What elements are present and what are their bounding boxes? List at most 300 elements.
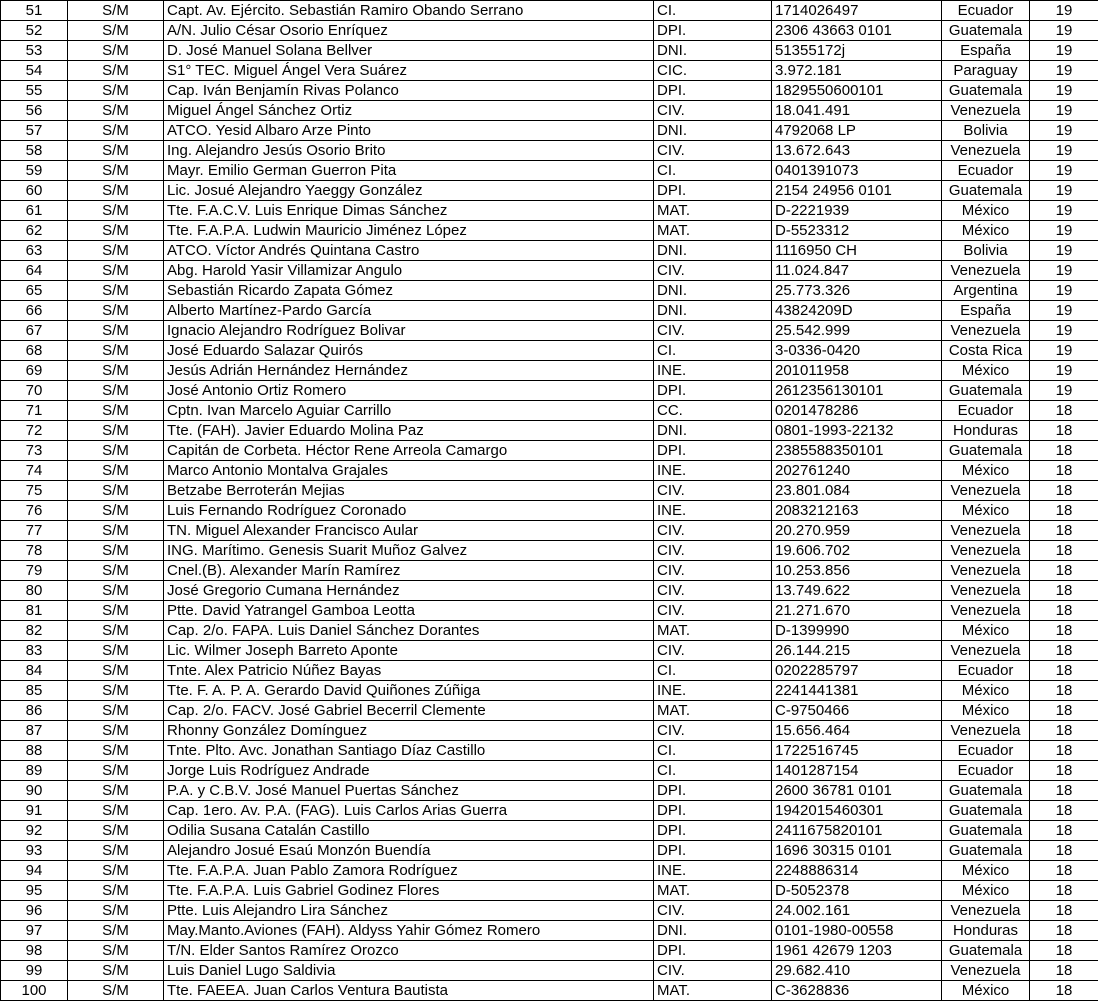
score-cell: 18 xyxy=(1030,521,1098,541)
country-cell: México xyxy=(942,221,1030,241)
code-cell: S/M xyxy=(68,861,164,881)
country-cell: México xyxy=(942,681,1030,701)
country-cell: Guatemala xyxy=(942,781,1030,801)
table-row xyxy=(1,421,1098,441)
table-row xyxy=(1,441,1098,461)
table-row xyxy=(1,201,1098,221)
document-type-cell: CIV. xyxy=(654,601,772,621)
score-cell: 18 xyxy=(1030,481,1098,501)
code-cell: S/M xyxy=(68,761,164,781)
code-cell: S/M xyxy=(68,561,164,581)
code-cell: S/M xyxy=(68,661,164,681)
code-cell: S/M xyxy=(68,501,164,521)
country-cell: Venezuela xyxy=(942,601,1030,621)
document-type-cell: DPI. xyxy=(654,841,772,861)
table-row xyxy=(1,741,1098,761)
document-number-cell: 2083212163 xyxy=(772,501,942,521)
document-number-cell: 19.606.702 xyxy=(772,541,942,561)
row-number-cell: 77 xyxy=(1,521,68,541)
document-number-cell: 2411675820101 xyxy=(772,821,942,841)
document-number-cell: 4792068 LP xyxy=(772,121,942,141)
code-cell: S/M xyxy=(68,521,164,541)
row-number-cell: 70 xyxy=(1,381,68,401)
row-number-cell: 84 xyxy=(1,661,68,681)
score-cell: 19 xyxy=(1030,201,1098,221)
country-cell: México xyxy=(942,201,1030,221)
participant-name-cell: José Eduardo Salazar Quirós xyxy=(164,341,654,361)
row-number-cell: 81 xyxy=(1,601,68,621)
table-row xyxy=(1,181,1098,201)
document-number-cell: 3-0336-0420 xyxy=(772,341,942,361)
country-cell: Venezuela xyxy=(942,721,1030,741)
participant-name-cell: Tnte. Plto. Avc. Jonathan Santiago Díaz Castillo xyxy=(164,741,654,761)
score-cell: 18 xyxy=(1030,801,1098,821)
table-row xyxy=(1,581,1098,601)
participant-name-cell: May.Manto.Aviones (FAH). Aldyss Yahir Gómez Romero xyxy=(164,921,654,941)
row-number-cell: 59 xyxy=(1,161,68,181)
row-number-cell: 58 xyxy=(1,141,68,161)
country-cell: Ecuador xyxy=(942,1,1030,21)
participant-name-cell: Cap. 2/o. FACV. José Gabriel Becerril Clemente xyxy=(164,701,654,721)
score-cell: 19 xyxy=(1030,221,1098,241)
document-number-cell: 13.749.622 xyxy=(772,581,942,601)
row-number-cell: 76 xyxy=(1,501,68,521)
table-row xyxy=(1,701,1098,721)
score-cell: 19 xyxy=(1030,181,1098,201)
score-cell: 18 xyxy=(1030,921,1098,941)
document-type-cell: MAT. xyxy=(654,981,772,1001)
participant-name-cell: Capitán de Corbeta. Héctor Rene Arreola Camargo xyxy=(164,441,654,461)
document-type-cell: CIV. xyxy=(654,721,772,741)
document-type-cell: DPI. xyxy=(654,801,772,821)
code-cell: S/M xyxy=(68,681,164,701)
participant-name-cell: Tte. F.A.C.V. Luis Enrique Dimas Sánchez xyxy=(164,201,654,221)
code-cell: S/M xyxy=(68,421,164,441)
table-row xyxy=(1,1,1098,21)
participant-name-cell: Rhonny González Domínguez xyxy=(164,721,654,741)
participant-name-cell: Alejandro Josué Esaú Monzón Buendía xyxy=(164,841,654,861)
row-number-cell: 63 xyxy=(1,241,68,261)
participant-name-cell: ING. Marítimo. Genesis Suarit Muñoz Galvez xyxy=(164,541,654,561)
row-number-cell: 82 xyxy=(1,621,68,641)
document-number-cell: 0201478286 xyxy=(772,401,942,421)
country-cell: Guatemala xyxy=(942,381,1030,401)
document-type-cell: INE. xyxy=(654,361,772,381)
row-number-cell: 97 xyxy=(1,921,68,941)
row-number-cell: 79 xyxy=(1,561,68,581)
code-cell: S/M xyxy=(68,181,164,201)
table-row xyxy=(1,101,1098,121)
document-type-cell: DNI. xyxy=(654,301,772,321)
country-cell: México xyxy=(942,701,1030,721)
table-row xyxy=(1,921,1098,941)
score-cell: 19 xyxy=(1030,261,1098,281)
participant-name-cell: José Antonio Ortiz Romero xyxy=(164,381,654,401)
document-number-cell: 2306 43663 0101 xyxy=(772,21,942,41)
document-type-cell: DPI. xyxy=(654,781,772,801)
document-type-cell: CI. xyxy=(654,161,772,181)
country-cell: Venezuela xyxy=(942,141,1030,161)
country-cell: México xyxy=(942,361,1030,381)
row-number-cell: 68 xyxy=(1,341,68,361)
score-cell: 18 xyxy=(1030,761,1098,781)
document-type-cell: CI. xyxy=(654,761,772,781)
document-number-cell: 18.041.491 xyxy=(772,101,942,121)
document-number-cell: 43824209D xyxy=(772,301,942,321)
country-cell: España xyxy=(942,41,1030,61)
row-number-cell: 53 xyxy=(1,41,68,61)
table-row xyxy=(1,521,1098,541)
row-number-cell: 80 xyxy=(1,581,68,601)
document-type-cell: CIV. xyxy=(654,641,772,661)
score-cell: 19 xyxy=(1030,101,1098,121)
score-cell: 18 xyxy=(1030,641,1098,661)
document-type-cell: DPI. xyxy=(654,21,772,41)
document-type-cell: DNI. xyxy=(654,281,772,301)
table-row xyxy=(1,801,1098,821)
document-number-cell: 23.801.084 xyxy=(772,481,942,501)
code-cell: S/M xyxy=(68,601,164,621)
document-number-cell: 51355172j xyxy=(772,41,942,61)
code-cell: S/M xyxy=(68,821,164,841)
participant-name-cell: Ptte. David Yatrangel Gamboa Leotta xyxy=(164,601,654,621)
document-type-cell: CIV. xyxy=(654,901,772,921)
document-number-cell: 1942015460301 xyxy=(772,801,942,821)
code-cell: S/M xyxy=(68,221,164,241)
document-type-cell: CIV. xyxy=(654,541,772,561)
document-type-cell: MAT. xyxy=(654,221,772,241)
document-type-cell: DPI. xyxy=(654,441,772,461)
participant-name-cell: Cap. 2/o. FAPA. Luis Daniel Sánchez Dorantes xyxy=(164,621,654,641)
document-type-cell: MAT. xyxy=(654,621,772,641)
table-row xyxy=(1,841,1098,861)
document-number-cell: 26.144.215 xyxy=(772,641,942,661)
document-number-cell: D-2221939 xyxy=(772,201,942,221)
code-cell: S/M xyxy=(68,261,164,281)
row-number-cell: 64 xyxy=(1,261,68,281)
code-cell: S/M xyxy=(68,721,164,741)
document-number-cell: 0801-1993-22132 xyxy=(772,421,942,441)
country-cell: Venezuela xyxy=(942,101,1030,121)
code-cell: S/M xyxy=(68,61,164,81)
document-type-cell: CIV. xyxy=(654,521,772,541)
code-cell: S/M xyxy=(68,981,164,1001)
table-row xyxy=(1,501,1098,521)
document-number-cell: 1722516745 xyxy=(772,741,942,761)
document-number-cell: 0401391073 xyxy=(772,161,942,181)
country-cell: Ecuador xyxy=(942,161,1030,181)
score-cell: 19 xyxy=(1030,341,1098,361)
score-cell: 18 xyxy=(1030,561,1098,581)
document-number-cell: 0101-1980-00558 xyxy=(772,921,942,941)
table-row xyxy=(1,341,1098,361)
table-row xyxy=(1,981,1098,1001)
country-cell: Paraguay xyxy=(942,61,1030,81)
table-row xyxy=(1,221,1098,241)
participant-name-cell: Lic. Wilmer Joseph Barreto Aponte xyxy=(164,641,654,661)
country-cell: Guatemala xyxy=(942,841,1030,861)
country-cell: Bolivia xyxy=(942,241,1030,261)
row-number-cell: 93 xyxy=(1,841,68,861)
table-row xyxy=(1,481,1098,501)
code-cell: S/M xyxy=(68,1,164,21)
participant-name-cell: Cap. 1ero. Av. P.A. (FAG). Luis Carlos Arias Guerra xyxy=(164,801,654,821)
code-cell: S/M xyxy=(68,141,164,161)
country-cell: México xyxy=(942,621,1030,641)
table-row xyxy=(1,541,1098,561)
document-type-cell: CIV. xyxy=(654,561,772,581)
document-number-cell: 13.672.643 xyxy=(772,141,942,161)
document-type-cell: CIV. xyxy=(654,581,772,601)
table-row xyxy=(1,81,1098,101)
code-cell: S/M xyxy=(68,301,164,321)
document-number-cell: 15.656.464 xyxy=(772,721,942,741)
code-cell: S/M xyxy=(68,481,164,501)
country-cell: México xyxy=(942,861,1030,881)
table-row xyxy=(1,561,1098,581)
document-number-cell: D-5052378 xyxy=(772,881,942,901)
score-cell: 19 xyxy=(1030,141,1098,161)
score-cell: 18 xyxy=(1030,681,1098,701)
score-cell: 18 xyxy=(1030,941,1098,961)
table-row xyxy=(1,21,1098,41)
code-cell: S/M xyxy=(68,341,164,361)
score-cell: 18 xyxy=(1030,461,1098,481)
participant-name-cell: Betzabe Berroterán Mejias xyxy=(164,481,654,501)
document-number-cell: D-1399990 xyxy=(772,621,942,641)
document-type-cell: CIV. xyxy=(654,101,772,121)
code-cell: S/M xyxy=(68,741,164,761)
participant-name-cell: Cptn. Ivan Marcelo Aguiar Carrillo xyxy=(164,401,654,421)
row-number-cell: 66 xyxy=(1,301,68,321)
document-type-cell: MAT. xyxy=(654,201,772,221)
score-cell: 19 xyxy=(1030,61,1098,81)
row-number-cell: 89 xyxy=(1,761,68,781)
participant-name-cell: D. José Manuel Solana Bellver xyxy=(164,41,654,61)
score-cell: 19 xyxy=(1030,121,1098,141)
participant-name-cell: Ptte. Luis Alejandro Lira Sánchez xyxy=(164,901,654,921)
table-row xyxy=(1,281,1098,301)
document-type-cell: DNI. xyxy=(654,421,772,441)
code-cell: S/M xyxy=(68,941,164,961)
table-row xyxy=(1,781,1098,801)
table-row xyxy=(1,861,1098,881)
score-cell: 18 xyxy=(1030,881,1098,901)
score-cell: 18 xyxy=(1030,841,1098,861)
participant-name-cell: T/N. Elder Santos Ramírez Orozco xyxy=(164,941,654,961)
score-cell: 19 xyxy=(1030,301,1098,321)
document-type-cell: DNI. xyxy=(654,41,772,61)
table-row xyxy=(1,41,1098,61)
row-number-cell: 56 xyxy=(1,101,68,121)
code-cell: S/M xyxy=(68,581,164,601)
document-number-cell: 10.253.856 xyxy=(772,561,942,581)
document-type-cell: INE. xyxy=(654,861,772,881)
document-type-cell: CIV. xyxy=(654,481,772,501)
score-cell: 18 xyxy=(1030,741,1098,761)
document-number-cell: 1714026497 xyxy=(772,1,942,21)
row-number-cell: 60 xyxy=(1,181,68,201)
code-cell: S/M xyxy=(68,701,164,721)
row-number-cell: 71 xyxy=(1,401,68,421)
participant-name-cell: Abg. Harold Yasir Villamizar Angulo xyxy=(164,261,654,281)
country-cell: Venezuela xyxy=(942,541,1030,561)
score-cell: 18 xyxy=(1030,441,1098,461)
country-cell: Venezuela xyxy=(942,961,1030,981)
country-cell: Venezuela xyxy=(942,581,1030,601)
country-cell: Ecuador xyxy=(942,741,1030,761)
document-number-cell: 2241441381 xyxy=(772,681,942,701)
participant-name-cell: S1° TEC. Miguel Ángel Vera Suárez xyxy=(164,61,654,81)
country-cell: Venezuela xyxy=(942,521,1030,541)
score-cell: 18 xyxy=(1030,581,1098,601)
participant-name-cell: Jesús Adrián Hernández Hernández xyxy=(164,361,654,381)
document-type-cell: DNI. xyxy=(654,921,772,941)
row-number-cell: 100 xyxy=(1,981,68,1001)
table-body xyxy=(1,1,1098,1001)
row-number-cell: 94 xyxy=(1,861,68,881)
document-number-cell: 1829550600101 xyxy=(772,81,942,101)
country-cell: Guatemala xyxy=(942,941,1030,961)
country-cell: Argentina xyxy=(942,281,1030,301)
document-number-cell: 0202285797 xyxy=(772,661,942,681)
country-cell: España xyxy=(942,301,1030,321)
participant-name-cell: Ing. Alejandro Jesús Osorio Brito xyxy=(164,141,654,161)
document-type-cell: CI. xyxy=(654,1,772,21)
document-type-cell: DPI. xyxy=(654,81,772,101)
score-cell: 18 xyxy=(1030,861,1098,881)
score-cell: 18 xyxy=(1030,601,1098,621)
score-cell: 18 xyxy=(1030,821,1098,841)
row-number-cell: 78 xyxy=(1,541,68,561)
code-cell: S/M xyxy=(68,121,164,141)
table-row xyxy=(1,241,1098,261)
document-type-cell: DNI. xyxy=(654,241,772,261)
code-cell: S/M xyxy=(68,541,164,561)
country-cell: Guatemala xyxy=(942,21,1030,41)
score-cell: 19 xyxy=(1030,21,1098,41)
table-row xyxy=(1,601,1098,621)
table-row xyxy=(1,141,1098,161)
document-number-cell: 2600 36781 0101 xyxy=(772,781,942,801)
code-cell: S/M xyxy=(68,241,164,261)
code-cell: S/M xyxy=(68,21,164,41)
country-cell: Guatemala xyxy=(942,441,1030,461)
document-type-cell: DPI. xyxy=(654,941,772,961)
participant-name-cell: Cnel.(B). Alexander Marín Ramírez xyxy=(164,561,654,581)
table-row xyxy=(1,961,1098,981)
score-cell: 19 xyxy=(1030,241,1098,261)
document-type-cell: CIC. xyxy=(654,61,772,81)
table-row xyxy=(1,121,1098,141)
row-number-cell: 87 xyxy=(1,721,68,741)
country-cell: Venezuela xyxy=(942,561,1030,581)
code-cell: S/M xyxy=(68,41,164,61)
document-number-cell: C-9750466 xyxy=(772,701,942,721)
table-row xyxy=(1,941,1098,961)
code-cell: S/M xyxy=(68,321,164,341)
participant-name-cell: Lic. Josué Alejandro Yaeggy González xyxy=(164,181,654,201)
code-cell: S/M xyxy=(68,781,164,801)
row-number-cell: 83 xyxy=(1,641,68,661)
document-type-cell: MAT. xyxy=(654,701,772,721)
code-cell: S/M xyxy=(68,901,164,921)
score-cell: 18 xyxy=(1030,981,1098,1001)
country-cell: Guatemala xyxy=(942,181,1030,201)
participant-name-cell: Miguel Ángel Sánchez Ortiz xyxy=(164,101,654,121)
row-number-cell: 51 xyxy=(1,1,68,21)
document-number-cell: 1961 42679 1203 xyxy=(772,941,942,961)
country-cell: Honduras xyxy=(942,421,1030,441)
row-number-cell: 95 xyxy=(1,881,68,901)
document-number-cell: 1696 30315 0101 xyxy=(772,841,942,861)
row-number-cell: 88 xyxy=(1,741,68,761)
row-number-cell: 69 xyxy=(1,361,68,381)
participant-name-cell: José Gregorio Cumana Hernández xyxy=(164,581,654,601)
code-cell: S/M xyxy=(68,281,164,301)
score-cell: 19 xyxy=(1030,1,1098,21)
country-cell: Venezuela xyxy=(942,261,1030,281)
participant-name-cell: Tte. (FAH). Javier Eduardo Molina Paz xyxy=(164,421,654,441)
document-type-cell: DNI. xyxy=(654,121,772,141)
table-row xyxy=(1,61,1098,81)
row-number-cell: 61 xyxy=(1,201,68,221)
document-number-cell: 25.773.326 xyxy=(772,281,942,301)
score-cell: 18 xyxy=(1030,901,1098,921)
participant-name-cell: A/N. Julio César Osorio Enríquez xyxy=(164,21,654,41)
row-number-cell: 85 xyxy=(1,681,68,701)
row-number-cell: 75 xyxy=(1,481,68,501)
score-cell: 19 xyxy=(1030,321,1098,341)
score-cell: 18 xyxy=(1030,701,1098,721)
table-row xyxy=(1,681,1098,701)
participant-name-cell: Marco Antonio Montalva Grajales xyxy=(164,461,654,481)
country-cell: México xyxy=(942,461,1030,481)
participant-name-cell: P.A. y C.B.V. José Manuel Puertas Sánchez xyxy=(164,781,654,801)
country-cell: Venezuela xyxy=(942,641,1030,661)
document-number-cell: 24.002.161 xyxy=(772,901,942,921)
participant-name-cell: Tte. FAEEA. Juan Carlos Ventura Bautista xyxy=(164,981,654,1001)
score-cell: 18 xyxy=(1030,621,1098,641)
table-row xyxy=(1,721,1098,741)
country-cell: Ecuador xyxy=(942,401,1030,421)
score-cell: 19 xyxy=(1030,381,1098,401)
document-number-cell: 3.972.181 xyxy=(772,61,942,81)
score-cell: 19 xyxy=(1030,281,1098,301)
country-cell: Ecuador xyxy=(942,761,1030,781)
row-number-cell: 73 xyxy=(1,441,68,461)
document-type-cell: CI. xyxy=(654,661,772,681)
country-cell: Venezuela xyxy=(942,901,1030,921)
country-cell: Bolivia xyxy=(942,121,1030,141)
country-cell: Honduras xyxy=(942,921,1030,941)
participant-name-cell: Mayr. Emilio German Guerron Pita xyxy=(164,161,654,181)
code-cell: S/M xyxy=(68,921,164,941)
score-cell: 18 xyxy=(1030,541,1098,561)
document-number-cell: 21.271.670 xyxy=(772,601,942,621)
score-cell: 18 xyxy=(1030,661,1098,681)
row-number-cell: 54 xyxy=(1,61,68,81)
country-cell: México xyxy=(942,981,1030,1001)
code-cell: S/M xyxy=(68,461,164,481)
document-type-cell: CI. xyxy=(654,341,772,361)
score-cell: 18 xyxy=(1030,721,1098,741)
table-row xyxy=(1,381,1098,401)
document-number-cell: 1116950 CH xyxy=(772,241,942,261)
document-number-cell: 20.270.959 xyxy=(772,521,942,541)
table-row xyxy=(1,901,1098,921)
participant-name-cell: Tnte. Alex Patricio Núñez Bayas xyxy=(164,661,654,681)
